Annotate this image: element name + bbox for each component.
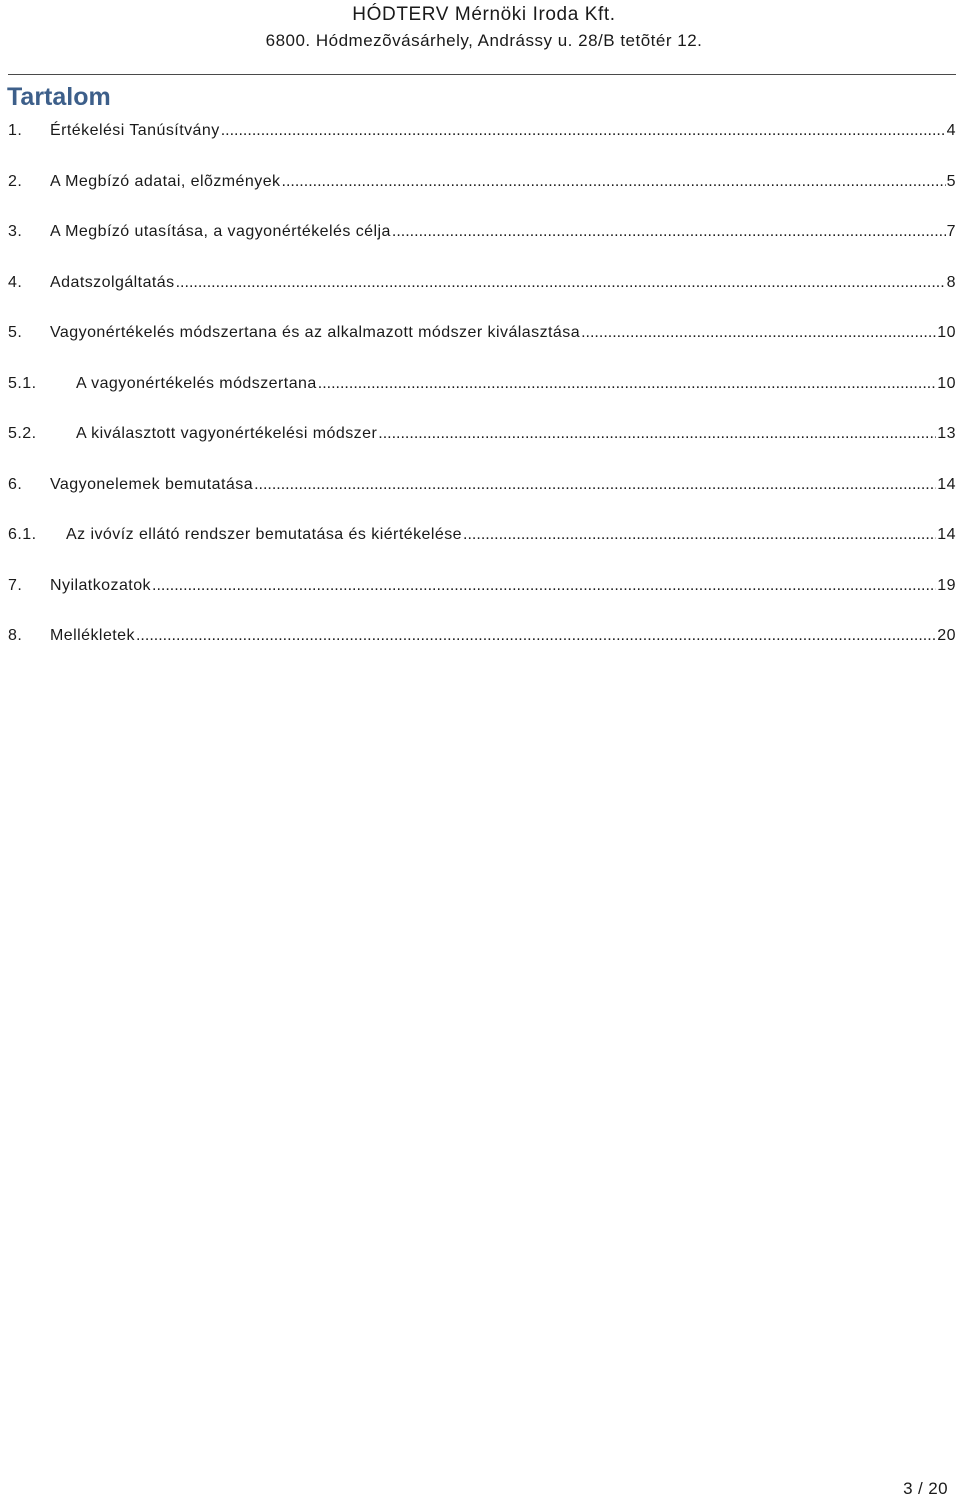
toc-entry-number: 1. — [8, 122, 23, 139]
toc-entry-6[interactable] — [8, 472, 960, 523]
toc-leader-dots — [152, 573, 936, 599]
toc-entry-1[interactable] — [8, 118, 960, 169]
toc-leader-dots — [581, 320, 936, 346]
toc-title: Tartalom — [7, 83, 111, 111]
toc-entry-page: 14 — [937, 526, 956, 543]
toc-entry-number: 6.1. — [8, 526, 37, 543]
toc-entry-3[interactable] — [8, 219, 960, 270]
toc-entry-page: 13 — [937, 425, 956, 442]
toc-entry-page: 4 — [946, 122, 956, 139]
toc-entry-7[interactable] — [8, 573, 960, 624]
toc-leader-dots — [318, 371, 937, 397]
toc-entry-2[interactable] — [8, 169, 960, 220]
toc-entry-number: 5.2. — [8, 425, 37, 442]
toc-entry-5-1[interactable] — [8, 371, 960, 422]
toc-leader-dots — [136, 623, 936, 649]
toc-leader-dots — [378, 421, 936, 447]
toc-entry-page: 8 — [946, 273, 956, 291]
toc-entry-text: Adatszolgáltatás — [50, 273, 175, 291]
toc-leader-dots — [463, 522, 936, 548]
toc-entry-6-1[interactable] — [8, 522, 960, 573]
toc-entry-number: 7. — [8, 576, 23, 594]
table-of-contents — [8, 118, 960, 674]
toc-leader-dots — [176, 270, 946, 296]
toc-entry-page: 10 — [937, 374, 956, 392]
toc-entry-text: Az ivóvíz ellátó rendszer bemutatása és kiértékelése — [66, 526, 463, 543]
toc-entry-text: Vagyonelemek bemutatása — [50, 475, 254, 493]
toc-leader-dots — [254, 472, 936, 498]
toc-entry-page: 5 — [946, 172, 956, 190]
toc-entry-number: 6. — [8, 475, 23, 493]
toc-entry-text: A Megbízó adatai, elõzmények — [50, 172, 281, 190]
toc-entry-text: A Megbízó utasítása, a vagyonértékelés célja — [50, 223, 391, 240]
toc-leader-dots — [392, 219, 946, 245]
toc-entry-number: 8. — [8, 627, 23, 644]
page-header — [0, 0, 960, 76]
toc-entry-page: 10 — [937, 324, 956, 341]
toc-entry-text: Vagyonértékelés módszertana és az alkalmazott módszer kiválasztása — [50, 324, 581, 341]
company-address: 6800. Hódmezõvásárhely, Andrássy u. 28/B tetõtér 12. — [265, 31, 703, 50]
toc-entry-5[interactable] — [8, 320, 960, 371]
toc-leader-dots — [221, 118, 946, 144]
toc-entry-number: 4. — [8, 273, 23, 291]
company-name: HÓDTERV Mérnöki Iroda Kft. — [352, 4, 616, 25]
toc-entry-text: Értékelési Tanúsítvány — [50, 122, 220, 139]
toc-entry-5-2[interactable] — [8, 421, 960, 472]
toc-entry-number: 5. — [8, 324, 23, 341]
toc-entry-8[interactable] — [8, 623, 960, 674]
toc-entry-page: 7 — [946, 223, 956, 240]
toc-entry-number: 5.1. — [8, 374, 37, 392]
toc-entry-page: 14 — [937, 475, 956, 493]
toc-entry-text: Nyilatkozatok — [50, 576, 151, 594]
page-number: 3 / 20 — [903, 1479, 948, 1498]
toc-entry-number: 3. — [8, 223, 23, 240]
toc-entry-text: A kiválasztott vagyonértékelési módszer — [76, 425, 378, 442]
toc-leader-dots — [282, 169, 946, 195]
toc-entry-text: Mellékletek — [50, 627, 135, 644]
header-divider — [8, 74, 956, 75]
toc-entry-page: 19 — [937, 576, 956, 594]
toc-entry-4[interactable] — [8, 270, 960, 321]
toc-entry-number: 2. — [8, 172, 23, 190]
toc-entry-page: 20 — [937, 627, 956, 644]
toc-entry-text: A vagyonértékelés módszertana — [76, 374, 317, 392]
